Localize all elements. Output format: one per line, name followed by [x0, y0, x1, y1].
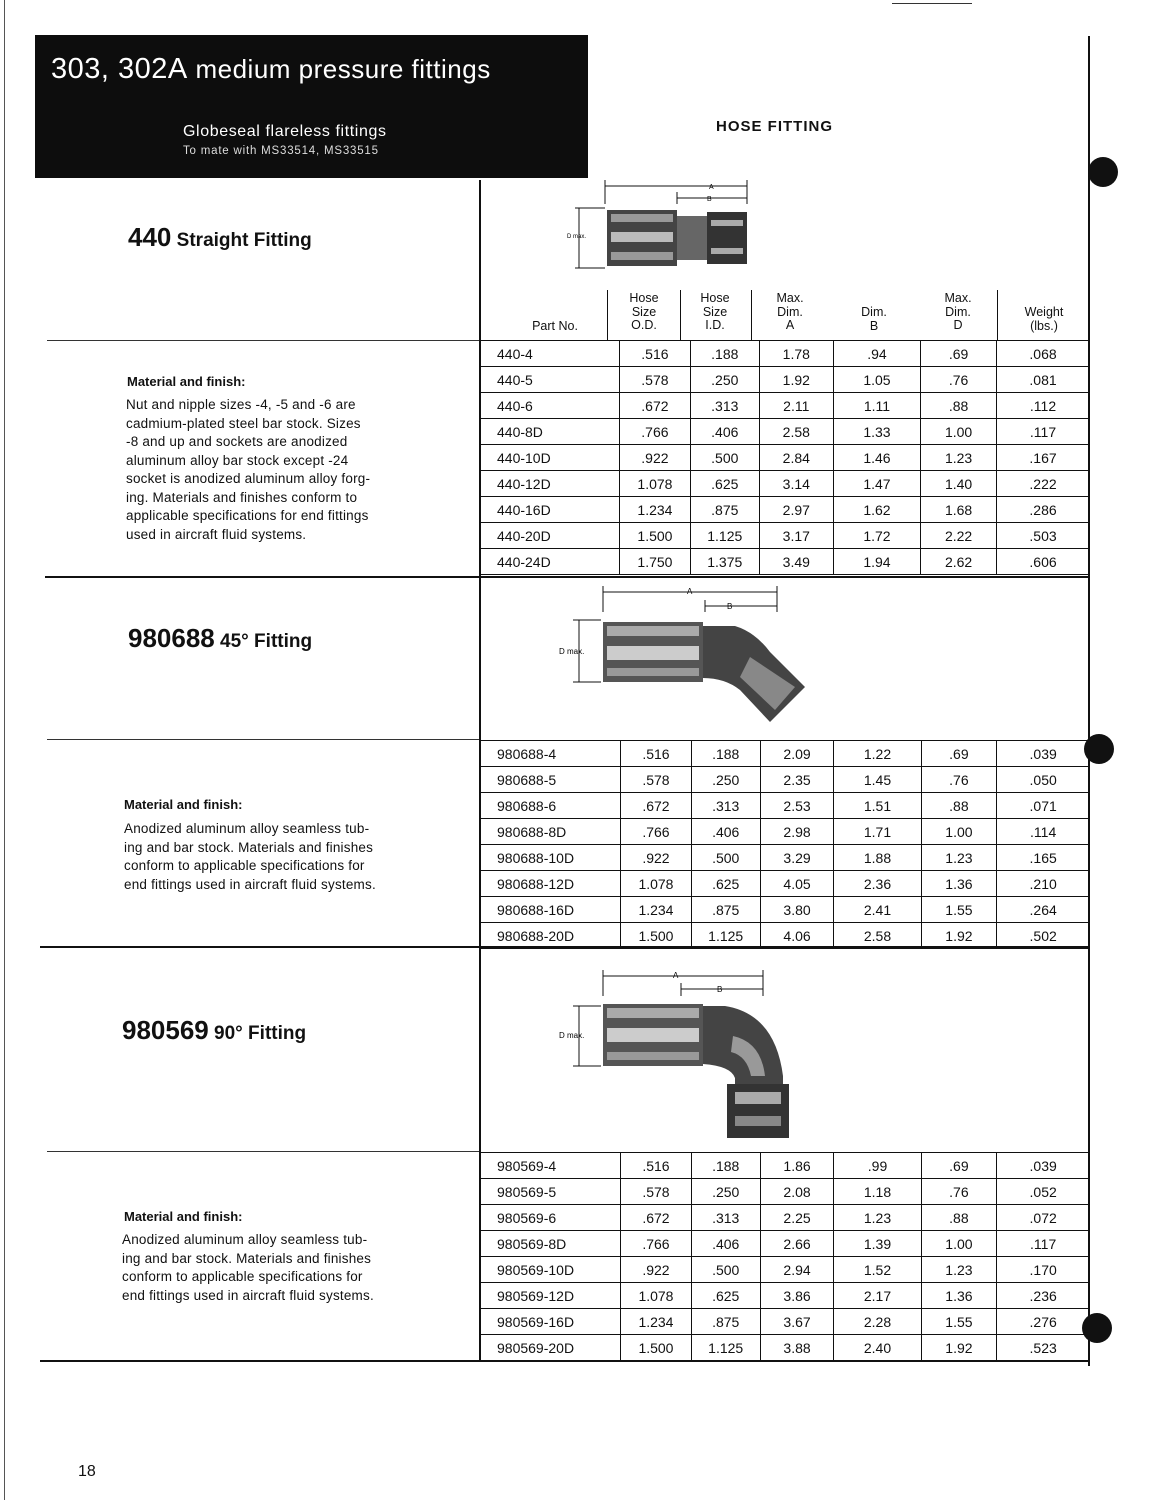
value-cell: 1.234	[621, 897, 692, 923]
value-cell: .606	[997, 549, 1090, 575]
part-number-cell: 980688-6	[481, 793, 621, 819]
part-number-cell: 980569-4	[481, 1153, 621, 1179]
value-cell: 1.68	[921, 497, 997, 523]
value-cell: 1.375	[690, 549, 759, 575]
value-cell: .170	[997, 1257, 1090, 1283]
value-cell: 2.98	[760, 819, 834, 845]
part-number-cell: 980688-20D	[481, 923, 621, 949]
col-dim-a: Max. Dim. A	[776, 291, 804, 332]
table-row	[481, 549, 1090, 575]
value-cell: .88	[921, 793, 997, 819]
value-cell: .578	[620, 367, 691, 393]
value-cell: .516	[621, 1153, 692, 1179]
parts-table-980688	[480, 740, 1090, 949]
part-number-cell: 980688-4	[481, 741, 621, 767]
value-cell: 2.08	[760, 1179, 834, 1205]
value-cell: .500	[691, 845, 760, 871]
table-row	[481, 1179, 1090, 1205]
value-cell: .081	[997, 367, 1090, 393]
table-row	[481, 1335, 1090, 1361]
value-cell: 1.33	[833, 419, 920, 445]
part-number-cell: 980569-16D	[481, 1309, 621, 1335]
45-degree-fitting-diagram	[555, 582, 815, 727]
section-divider	[45, 576, 1090, 578]
table-row	[481, 871, 1090, 897]
value-cell: .165	[997, 845, 1090, 871]
value-cell: .250	[691, 767, 760, 793]
value-cell: .69	[921, 341, 997, 367]
straight-fitting-diagram	[565, 174, 775, 274]
table-row	[481, 367, 1090, 393]
part-number-cell: 980569-10D	[481, 1257, 621, 1283]
value-cell: .766	[621, 1231, 692, 1257]
value-cell: .050	[997, 767, 1090, 793]
dim-d-label: D max.	[559, 647, 585, 656]
value-cell: 2.94	[760, 1257, 834, 1283]
value-cell: 1.18	[834, 1179, 921, 1205]
value-cell: 1.71	[834, 819, 921, 845]
value-cell: 1.11	[833, 393, 920, 419]
value-cell: .625	[691, 1283, 760, 1309]
col-hose-id: Hose Size I.D.	[700, 291, 730, 332]
value-cell: .672	[620, 393, 691, 419]
top-rule	[892, 3, 972, 4]
value-cell: .875	[691, 1309, 760, 1335]
subtitle-mate: To mate with MS33514, MS33515	[183, 145, 379, 157]
value-cell: .523	[997, 1335, 1090, 1361]
value-cell: .313	[691, 793, 760, 819]
value-cell: 2.97	[759, 497, 833, 523]
value-cell: 2.84	[759, 445, 833, 471]
value-cell: .406	[691, 819, 760, 845]
value-cell: .188	[691, 1153, 760, 1179]
value-cell: 1.62	[833, 497, 920, 523]
value-cell: .502	[997, 923, 1090, 949]
value-cell: 1.23	[921, 445, 997, 471]
value-cell: 2.22	[921, 523, 997, 549]
value-cell: .072	[997, 1205, 1090, 1231]
value-cell: .766	[621, 819, 692, 845]
page-number: 18	[78, 1463, 96, 1480]
table-row	[481, 1283, 1090, 1309]
value-cell: .922	[621, 845, 692, 871]
value-cell: 1.22	[834, 741, 921, 767]
value-cell: .69	[921, 741, 997, 767]
value-cell: 2.53	[760, 793, 834, 819]
table-row	[481, 741, 1090, 767]
value-cell: 1.47	[833, 471, 920, 497]
value-cell: .264	[997, 897, 1090, 923]
value-cell: .210	[997, 871, 1090, 897]
table-row	[481, 897, 1090, 923]
value-cell: 3.49	[759, 549, 833, 575]
thin-rule	[47, 739, 479, 740]
value-cell: 1.500	[620, 523, 691, 549]
value-cell: 1.05	[833, 367, 920, 393]
value-cell: .76	[921, 1179, 997, 1205]
value-cell: 1.72	[833, 523, 920, 549]
value-cell: 1.500	[621, 1335, 692, 1361]
value-cell: 1.23	[921, 845, 997, 871]
value-cell: 1.36	[921, 1283, 997, 1309]
value-cell: 1.125	[691, 1335, 760, 1361]
part-number-cell: 440-20D	[481, 523, 620, 549]
value-cell: .188	[690, 341, 759, 367]
value-cell: .672	[621, 793, 692, 819]
table-row	[481, 393, 1090, 419]
table-row	[481, 1205, 1090, 1231]
value-cell: .500	[690, 445, 759, 471]
dim-d-label: D max.	[559, 1031, 585, 1040]
table-row	[481, 767, 1090, 793]
value-cell: .117	[997, 419, 1090, 445]
binder-hole-icon	[1088, 157, 1118, 187]
parts-table-440	[480, 340, 1090, 575]
material-heading: Material and finish:	[127, 374, 246, 389]
part-number-cell: 440-4	[481, 341, 620, 367]
value-cell: 1.500	[621, 923, 692, 949]
col-hose-od: Hose Size O.D.	[629, 291, 659, 332]
value-cell: .76	[921, 767, 997, 793]
part-number-cell: 440-24D	[481, 549, 620, 575]
value-cell: .406	[690, 419, 759, 445]
dim-d-label: D max.	[567, 234, 587, 240]
value-cell: 3.17	[759, 523, 833, 549]
value-cell: 1.92	[921, 923, 997, 949]
value-cell: 1.45	[834, 767, 921, 793]
table-row	[481, 341, 1090, 367]
part-number-cell: 440-6	[481, 393, 620, 419]
value-cell: 1.750	[620, 549, 691, 575]
value-cell: 1.23	[834, 1205, 921, 1231]
value-cell: 1.52	[834, 1257, 921, 1283]
left-edge	[4, 0, 5, 1500]
value-cell: .112	[997, 393, 1090, 419]
part-number-cell: 980688-12D	[481, 871, 621, 897]
value-cell: 1.078	[621, 1283, 692, 1309]
value-cell: .578	[621, 767, 692, 793]
value-cell: .578	[621, 1179, 692, 1205]
table-row	[481, 793, 1090, 819]
value-cell: 4.06	[760, 923, 834, 949]
value-cell: 1.88	[834, 845, 921, 871]
value-cell: .516	[621, 741, 692, 767]
value-cell: 1.51	[834, 793, 921, 819]
section-title-440: 440 Straight Fitting	[128, 222, 312, 252]
value-cell: 1.94	[833, 549, 920, 575]
value-cell: 2.09	[760, 741, 834, 767]
value-cell: 1.40	[921, 471, 997, 497]
value-cell: 1.55	[921, 897, 997, 923]
table-row	[481, 1153, 1090, 1179]
col-part-no: Part No.	[532, 319, 578, 333]
table-row	[481, 497, 1090, 523]
value-cell: 3.67	[760, 1309, 834, 1335]
part-number-cell: 440-5	[481, 367, 620, 393]
part-number-cell: 980688-8D	[481, 819, 621, 845]
value-cell: 3.86	[760, 1283, 834, 1309]
value-cell: .188	[691, 741, 760, 767]
value-cell: .276	[997, 1309, 1090, 1335]
value-cell: .039	[997, 741, 1090, 767]
value-cell: .922	[620, 445, 691, 471]
subtitle: Globeseal flareless fittings	[183, 123, 387, 140]
value-cell: .625	[690, 471, 759, 497]
value-cell: 2.58	[834, 923, 921, 949]
value-cell: .672	[621, 1205, 692, 1231]
value-cell: 1.125	[691, 923, 760, 949]
value-cell: 1.00	[921, 819, 997, 845]
dim-a-label: A	[709, 184, 714, 191]
part-number-cell: 980688-16D	[481, 897, 621, 923]
value-cell: .88	[921, 393, 997, 419]
value-cell: 2.11	[759, 393, 833, 419]
table-row	[481, 819, 1090, 845]
value-cell: 2.17	[834, 1283, 921, 1309]
value-cell: .222	[997, 471, 1090, 497]
value-cell: .406	[691, 1231, 760, 1257]
value-cell: 3.14	[759, 471, 833, 497]
thin-rule	[47, 1151, 479, 1152]
value-cell: .167	[997, 445, 1090, 471]
value-cell: .99	[834, 1153, 921, 1179]
value-cell: .250	[691, 1179, 760, 1205]
value-cell: 2.35	[760, 767, 834, 793]
col-weight: Weight (lbs.)	[1024, 305, 1064, 333]
dim-b-label: B	[717, 985, 723, 994]
table-row	[481, 923, 1090, 949]
value-cell: .94	[833, 341, 920, 367]
hose-fitting-heading: HOSE FITTING	[716, 118, 833, 135]
value-cell: .071	[997, 793, 1090, 819]
part-number-cell: 440-10D	[481, 445, 620, 471]
col-dim-d: Max. Dim. D	[944, 291, 972, 332]
value-cell: 2.62	[921, 549, 997, 575]
value-cell: 1.55	[921, 1309, 997, 1335]
value-cell: 1.23	[921, 1257, 997, 1283]
value-cell: .875	[691, 897, 760, 923]
value-cell: .114	[997, 819, 1090, 845]
parts-table-980569	[480, 1152, 1090, 1361]
value-cell: 3.80	[760, 897, 834, 923]
value-cell: 4.05	[760, 871, 834, 897]
dim-b-label: B	[707, 196, 712, 203]
value-cell: .052	[997, 1179, 1090, 1205]
value-cell: 1.00	[921, 1231, 997, 1257]
col-dim-b: Dim. B	[861, 305, 887, 333]
part-number-cell: 980688-5	[481, 767, 621, 793]
value-cell: .250	[690, 367, 759, 393]
value-cell: .69	[921, 1153, 997, 1179]
value-cell: 1.86	[760, 1153, 834, 1179]
value-cell: 2.40	[834, 1335, 921, 1361]
value-cell: 1.00	[921, 419, 997, 445]
value-cell: 2.36	[834, 871, 921, 897]
value-cell: .625	[691, 871, 760, 897]
value-cell: 1.39	[834, 1231, 921, 1257]
value-cell: .039	[997, 1153, 1090, 1179]
value-cell: 2.28	[834, 1309, 921, 1335]
value-cell: 1.36	[921, 871, 997, 897]
value-cell: .76	[921, 367, 997, 393]
header-banner	[35, 35, 588, 178]
part-number-cell: 980569-6	[481, 1205, 621, 1231]
value-cell: 1.234	[620, 497, 691, 523]
value-cell: 2.66	[760, 1231, 834, 1257]
thin-rule	[47, 340, 479, 341]
value-cell: .516	[620, 341, 691, 367]
value-cell: .503	[997, 523, 1090, 549]
value-cell: 3.88	[760, 1335, 834, 1361]
section-title-980688: 980688 45° Fitting	[128, 623, 313, 653]
part-number-cell: 440-16D	[481, 497, 620, 523]
value-cell: .88	[921, 1205, 997, 1231]
part-number-cell: 440-8D	[481, 419, 620, 445]
value-cell: 2.58	[759, 419, 833, 445]
part-number-cell: 980569-5	[481, 1179, 621, 1205]
part-number-cell: 980569-8D	[481, 1231, 621, 1257]
value-cell: 3.29	[760, 845, 834, 871]
material-description: Anodized aluminum alloy seamless tub- ing and bar stock. Materials and finishes conform to applicable specifications for end fittings used in aircraft fluid systems.	[124, 821, 376, 892]
page-title: 303, 302A medium pressure fittings	[51, 53, 491, 85]
dim-a-label: A	[687, 587, 693, 596]
material-heading: Material and finish:	[124, 797, 243, 812]
value-cell: .500	[691, 1257, 760, 1283]
table-row	[481, 1257, 1090, 1283]
90-degree-fitting-diagram	[555, 966, 815, 1146]
table-row	[481, 471, 1090, 497]
value-cell: .766	[620, 419, 691, 445]
material-heading: Material and finish:	[124, 1209, 243, 1224]
part-number-cell: 440-12D	[481, 471, 620, 497]
dim-b-label: B	[727, 602, 733, 611]
table-row	[481, 523, 1090, 549]
part-number-cell: 980688-10D	[481, 845, 621, 871]
value-cell: 1.78	[759, 341, 833, 367]
value-cell: .875	[690, 497, 759, 523]
section-title-980569: 980569 90° Fitting	[122, 1015, 307, 1045]
dim-a-label: A	[673, 971, 679, 980]
value-cell: 1.078	[620, 471, 691, 497]
part-number-cell: 980569-20D	[481, 1335, 621, 1361]
value-cell: .313	[690, 393, 759, 419]
value-cell: 2.41	[834, 897, 921, 923]
value-cell: 1.46	[833, 445, 920, 471]
material-description: Anodized aluminum alloy seamless tub- ing and bar stock. Materials and finishes conform to applicable specifications for end fittings used in aircraft fluid systems.	[122, 1232, 374, 1303]
material-description: Nut and nipple sizes -4, -5 and -6 are cadmium-plated steel bar stock. Sizes -8 and up and sockets are anodized aluminum alloy bar stock except -24 socket is anodized aluminum alloy forg- ing. Materials and finishes conform to applicable specifications for end fittings used in aircraft fluid systems.	[126, 397, 371, 542]
value-cell: .922	[621, 1257, 692, 1283]
value-cell: .313	[691, 1205, 760, 1231]
table-row	[481, 419, 1090, 445]
value-cell: 1.078	[621, 871, 692, 897]
table-row	[481, 1309, 1090, 1335]
table-row	[481, 1231, 1090, 1257]
value-cell: 1.92	[759, 367, 833, 393]
value-cell: .286	[997, 497, 1090, 523]
value-cell: .117	[997, 1231, 1090, 1257]
table-row	[481, 845, 1090, 871]
value-cell: 1.234	[621, 1309, 692, 1335]
value-cell: 1.125	[690, 523, 759, 549]
part-number-cell: 980569-12D	[481, 1283, 621, 1309]
table-row	[481, 445, 1090, 471]
value-cell: 1.92	[921, 1335, 997, 1361]
value-cell: 2.25	[760, 1205, 834, 1231]
value-cell: .068	[997, 341, 1090, 367]
value-cell: .236	[997, 1283, 1090, 1309]
